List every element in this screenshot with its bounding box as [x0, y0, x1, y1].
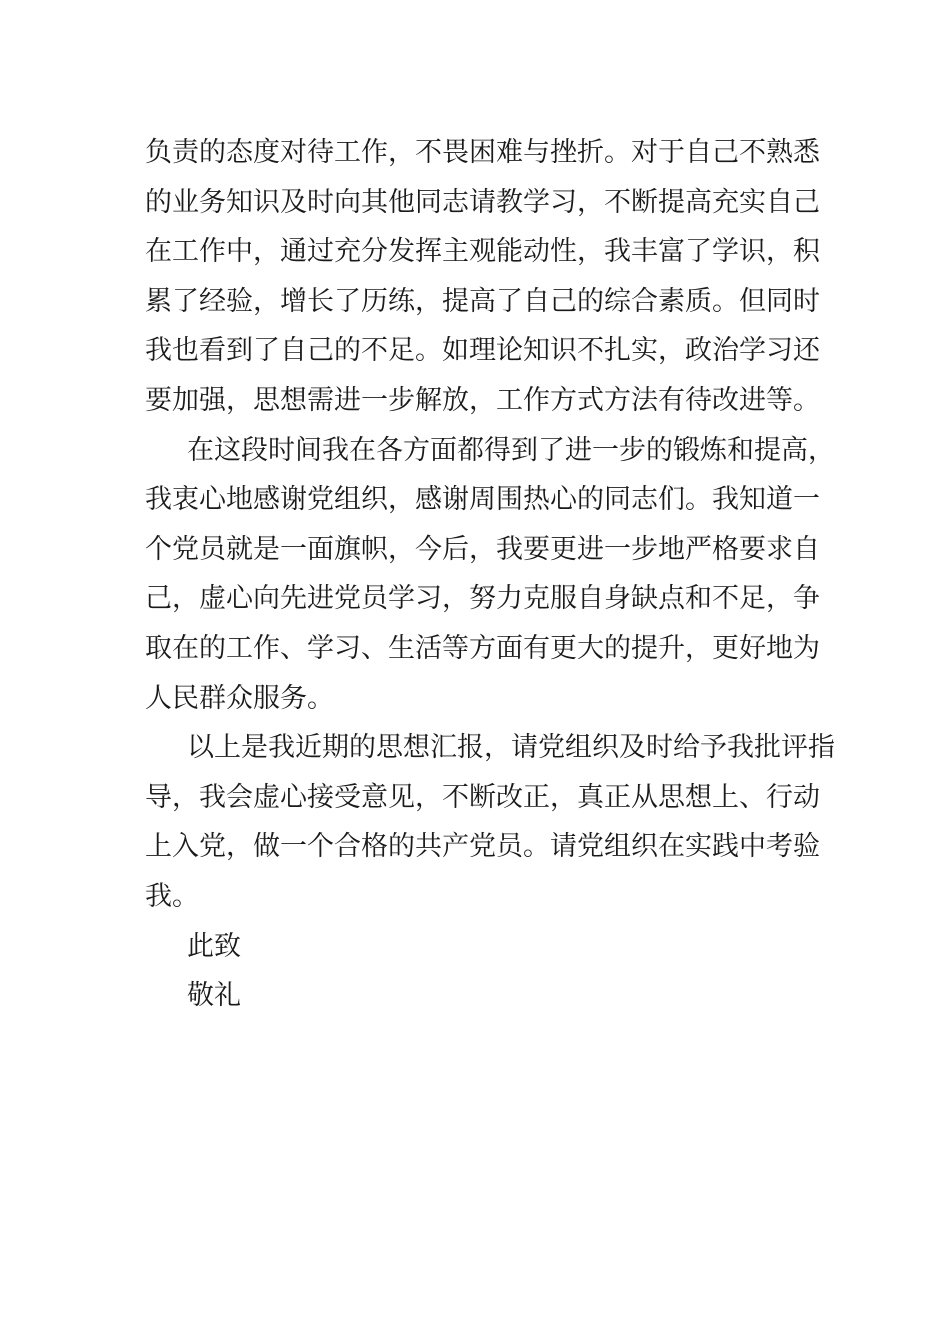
text-line: 己，虚心向先进党员学习，努力克服自身缺点和不足，争	[145, 583, 820, 615]
paragraph-1	[145, 128, 820, 426]
text-line: 要加强，思想需进一步解放，工作方式方法有待改进等。	[145, 384, 820, 416]
text-line: 的业务知识及时向其他同志请教学习，不断提高充实自己	[145, 186, 820, 218]
text-line: 在这段时间我在各方面都得到了进一步的锻炼和提高，	[187, 434, 835, 466]
document-body	[145, 128, 835, 1021]
text-line: 个党员就是一面旗帜，今后，我要更进一步地严格要求自	[145, 533, 820, 565]
closing-salutation: 此致	[187, 930, 241, 962]
text-line: 在工作中，通过充分发挥主观能动性，我丰富了学识，积	[145, 236, 820, 268]
text-line: 累了经验，增长了历练，提高了自己的综合素质。但同时	[145, 285, 820, 317]
text-line: 上入党，做一个合格的共产党员。请党组织在实践中考验	[145, 831, 820, 863]
paragraph-3	[145, 723, 835, 921]
text-line: 人民群众服务。	[145, 682, 334, 714]
text-line: 取在的工作、学习、生活等方面有更大的提升，更好地为	[145, 632, 820, 664]
closing-regards: 敬礼	[187, 980, 241, 1012]
text-line: 导，我会虚心接受意见，不断改正，真正从思想上、行动	[145, 781, 820, 813]
text-line: 以上是我近期的思想汇报，请党组织及时给予我批评指	[187, 732, 835, 764]
text-line: 我衷心地感谢党组织，感谢周围热心的同志们。我知道一	[145, 484, 820, 516]
text-line: 我也看到了自己的不足。如理论知识不扎实，政治学习还	[145, 335, 820, 367]
text-line: 负责的态度对待工作，不畏困难与挫折。对于自己不熟悉	[145, 137, 820, 168]
paragraph-2	[145, 426, 835, 724]
text-line: 我。	[145, 880, 199, 912]
